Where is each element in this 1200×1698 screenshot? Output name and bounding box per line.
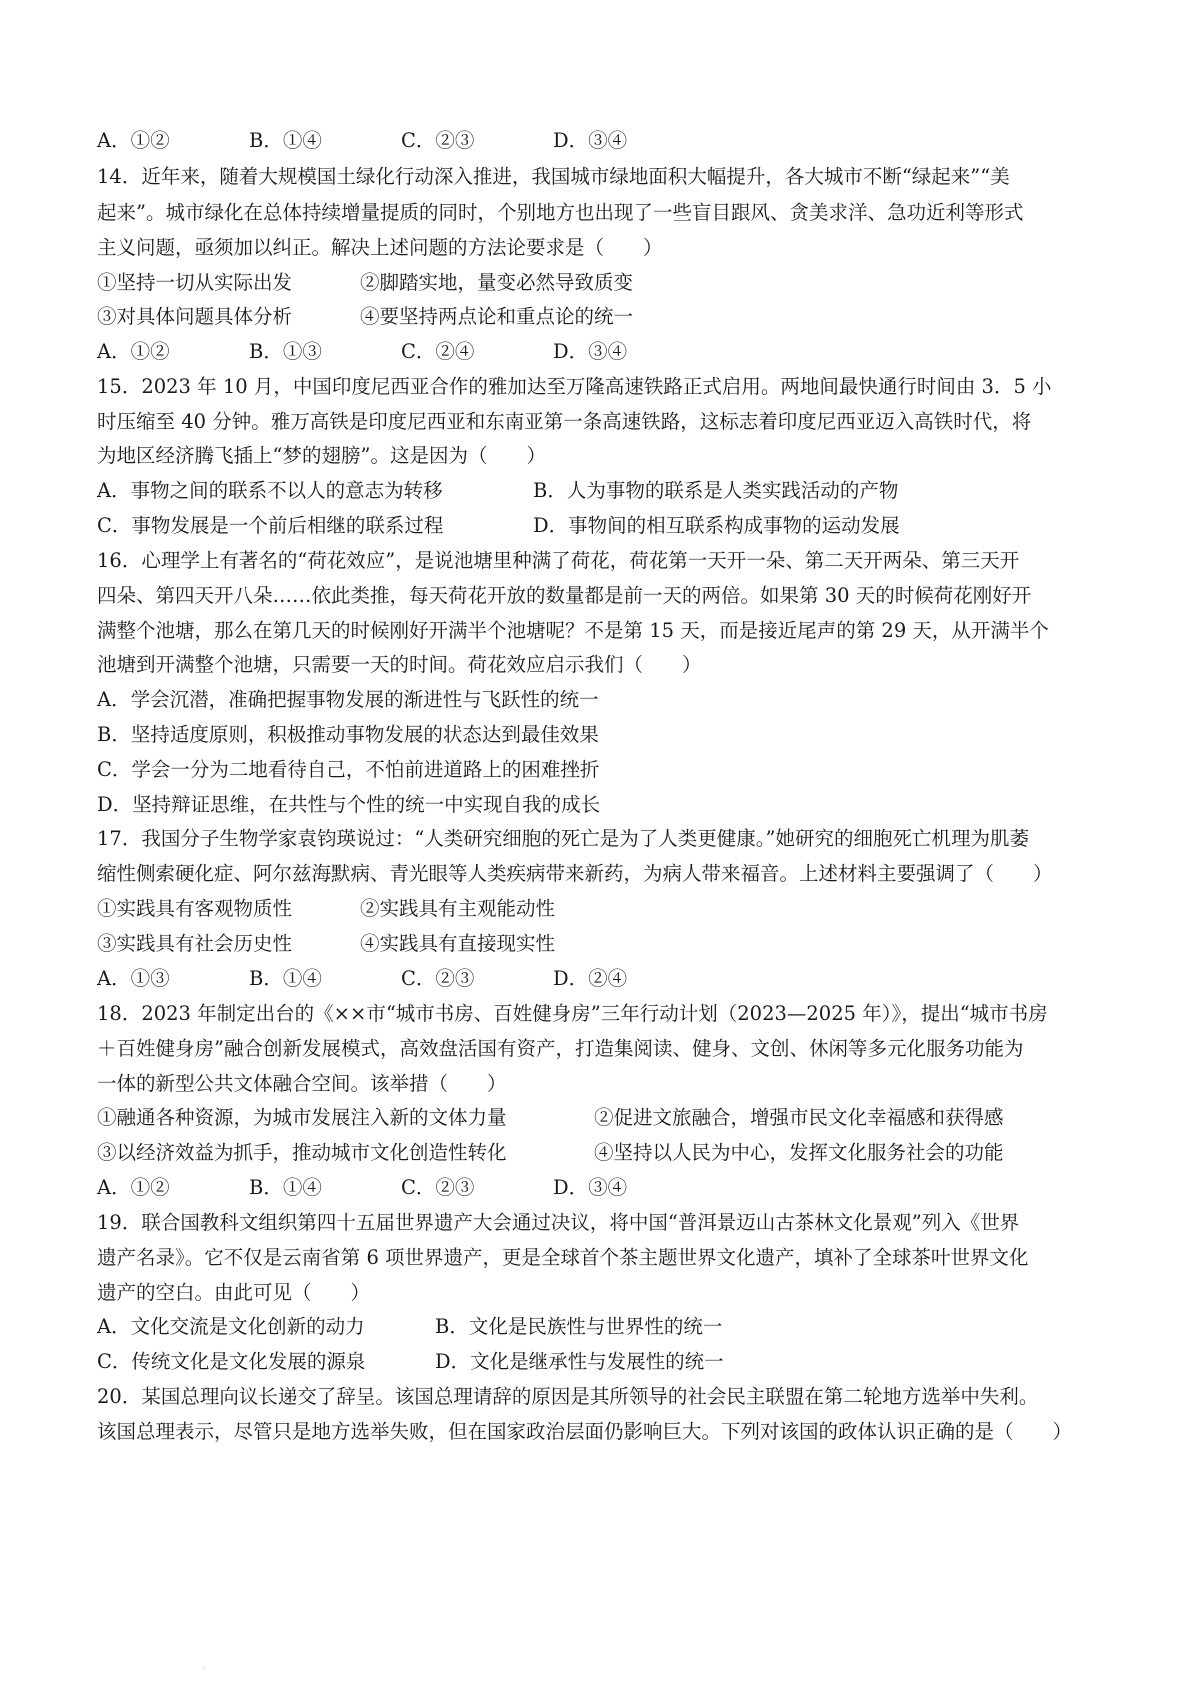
q14-item-4: ④要坚持两点论和重点论的统一 (360, 305, 634, 328)
q17-option-b: B．①④ (249, 967, 322, 990)
q16-stem-line: 满整个池塘，那么在第几天的时候刚好开满半个池塘呢？不是第 15 天，而是接近尾声的第 29 天，从开满半个 (97, 619, 1049, 642)
q13-option-d: D．③④ (553, 129, 628, 152)
q14-stem-line: 主义问题，亟须加以纠正。解决上述问题的方法论要求是（ ） (97, 236, 663, 259)
q15-options-row (97, 472, 1107, 510)
q18-options (97, 1169, 1107, 1207)
q14-item-2: ②脚踏实地，量变必然导致质变 (360, 271, 634, 294)
q13-option-a: A．①② (97, 129, 170, 152)
q14-item-3: ③对具体问题具体分析 (97, 305, 293, 328)
q16-stem-line: 池塘到开满整个池塘，只需要一天的时间。荷花效应启示我们（ ） (97, 653, 702, 676)
q14-option-d: D．③④ (553, 340, 628, 363)
q16-option-c: C．学会一分为二地看待自己，不怕前进道路上的困难挫折 (97, 758, 600, 781)
q15-option-a: A．事物之间的联系不以人的意志为转移 (97, 479, 443, 502)
q19-stem-line: 19．联合国教科文组织第四十五届世界遗产大会通过决议，将中国“普洱景迈山古茶林文化景观”列入《世界 (97, 1211, 1020, 1234)
q17-option-a: A．①③ (97, 967, 170, 990)
q17-item-2: ②实践具有主观能动性 (360, 897, 556, 920)
q17-items-row (97, 925, 1107, 963)
q14-items-row (97, 264, 1107, 302)
q16-stem-line: 四朵、第四天开八朵……依此类推，每天荷花开放的数量都是前一天的两倍。如果第 30 天的时候荷花刚好开 (97, 584, 1032, 607)
q14-option-c: C．②④ (401, 340, 475, 363)
q18-option-d: D．③④ (553, 1176, 628, 1199)
q18-item-4: ④坚持以人民为中心，发挥文化服务社会的功能 (594, 1141, 1004, 1164)
q14-option-b: B．①③ (249, 340, 322, 363)
q17-items-row (97, 890, 1107, 928)
q18-stem-line: ＋百姓健身房”融合创新发展模式，高效盘活国有资产，打造集阅读、健身、文创、休闲等多元化服务功能为 (97, 1037, 1024, 1060)
q18-stem-line: 18．2023 年制定出台的《××市“城市书房、百姓健身房”三年行动计划（2023—2025 年）》，提出“城市书房 (97, 1002, 1048, 1025)
q17-item-4: ④实践具有直接现实性 (360, 932, 556, 955)
q17-option-c: C．②③ (401, 967, 475, 990)
q13-options (97, 122, 1107, 160)
q17-item-3: ③实践具有社会历史性 (97, 932, 293, 955)
q14-stem-line: 起来”。城市绿化在总体持续增量提质的同时，个别地方也出现了一些盲目跟风、贪美求洋、急功近利等形式 (97, 201, 1024, 224)
q18-items-row (97, 1134, 1107, 1172)
q16-option-a: A．学会沉潜，准确把握事物发展的渐进性与飞跃性的统一 (97, 688, 599, 711)
q19-options-row (97, 1308, 1107, 1346)
q15-option-b: B．人为事物的联系是人类实践活动的产物 (533, 479, 899, 502)
q20-stem-line: 20．某国总理向议长递交了辞呈。该国总理请辞的原因是其所领导的社会民主联盟在第二轮地方选举中失利。 (97, 1385, 1039, 1408)
q15-option-c: C．事物发展是一个前后相继的联系过程 (97, 514, 444, 537)
q15-options-row (97, 507, 1107, 545)
q16-option-d: D．坚持辩证思维，在共性与个性的统一中实现自我的成长 (97, 793, 601, 816)
q19-stem-line: 遗产名录》。它不仅是云南省第 6 项世界遗产，更是全球首个茶主题世界文化遗产，填补了全球茶叶世界文化 (97, 1246, 1029, 1269)
q19-option-b: B．文化是民族性与世界性的统一 (435, 1315, 723, 1338)
q19-options-row (97, 1343, 1107, 1381)
q19-option-d: D．文化是继承性与发展性的统一 (435, 1350, 724, 1373)
q15-stem-line: 时压缩至 40 分钟。雅万高铁是印度尼西亚和东南亚第一条高速铁路，这标志着印度尼西亚迈入高铁时代，将 (97, 410, 1032, 433)
q16-stem-line: 16．心理学上有著名的“荷花效应”，是说池塘里种满了荷花，荷花第一天开一朵、第二天开两朵、第三天开 (97, 549, 1020, 572)
q14-items-row (97, 298, 1107, 336)
q17-options (97, 960, 1107, 998)
q14-options (97, 333, 1107, 371)
q17-option-d: D．②④ (553, 967, 628, 990)
q14-option-a: A．①② (97, 340, 170, 363)
q18-option-a: A．①② (97, 1176, 170, 1199)
footer-mark: · (202, 1664, 206, 1675)
q14-stem-line: 14．近年来，随着大规模国土绿化行动深入推进，我国城市绿地面积大幅提升，各大城市不断“绿起来”“美 (97, 165, 1010, 188)
q15-option-d: D．事物间的相互联系构成事物的运动发展 (533, 514, 900, 537)
q19-stem-line: 遗产的空白。由此可见（ ） (97, 1281, 371, 1304)
q13-option-c: C．②③ (401, 129, 475, 152)
q13-option-b: B．①④ (249, 129, 322, 152)
q18-option-b: B．①④ (249, 1176, 322, 1199)
q15-stem-line: 为地区经济腾飞插上“梦的翅膀”。这是因为（ ） (97, 444, 546, 467)
q17-stem-line: 17．我国分子生物学家袁钧瑛说过：“人类研究细胞的死亡是为了人类更健康。”她研究的细胞死亡机理为肌萎 (97, 827, 1030, 850)
q14-item-1: ①坚持一切从实际出发 (97, 271, 293, 294)
q18-item-1: ①融通各种资源，为城市发展注入新的文体力量 (97, 1106, 507, 1129)
q18-stem-line: 一体的新型公共文体融合空间。该举措（ ） (97, 1072, 507, 1095)
q17-item-1: ①实践具有客观物质性 (97, 897, 293, 920)
q18-items-row (97, 1099, 1107, 1137)
q20-stem-line: 该国总理表示，尽管只是地方选举失败，但在国家政治层面仍影响巨大。下列对该国的政体认识正确的是（ ） (97, 1420, 1073, 1443)
q15-stem-line: 15．2023 年 10 月，中国印度尼西亚合作的雅加达至万隆高速铁路正式启用。两地间最快通行时间由 3．5 小 (97, 375, 1052, 398)
q18-item-3: ③以经济效益为抓手，推动城市文化创造性转化 (97, 1141, 507, 1164)
q19-option-c: C．传统文化是文化发展的源泉 (97, 1350, 366, 1373)
q16-option-b: B．坚持适度原则，积极推动事物发展的状态达到最佳效果 (97, 723, 599, 746)
q17-stem-line: 缩性侧索硬化症、阿尔兹海默病、青光眼等人类疾病带来新药，为病人带来福音。上述材料主要强调了（ ） (97, 862, 1053, 885)
q18-option-c: C．②③ (401, 1176, 475, 1199)
q18-item-2: ②促进文旅融合，增强市民文化幸福感和获得感 (594, 1106, 1004, 1129)
q19-option-a: A．文化交流是文化创新的动力 (97, 1315, 365, 1338)
